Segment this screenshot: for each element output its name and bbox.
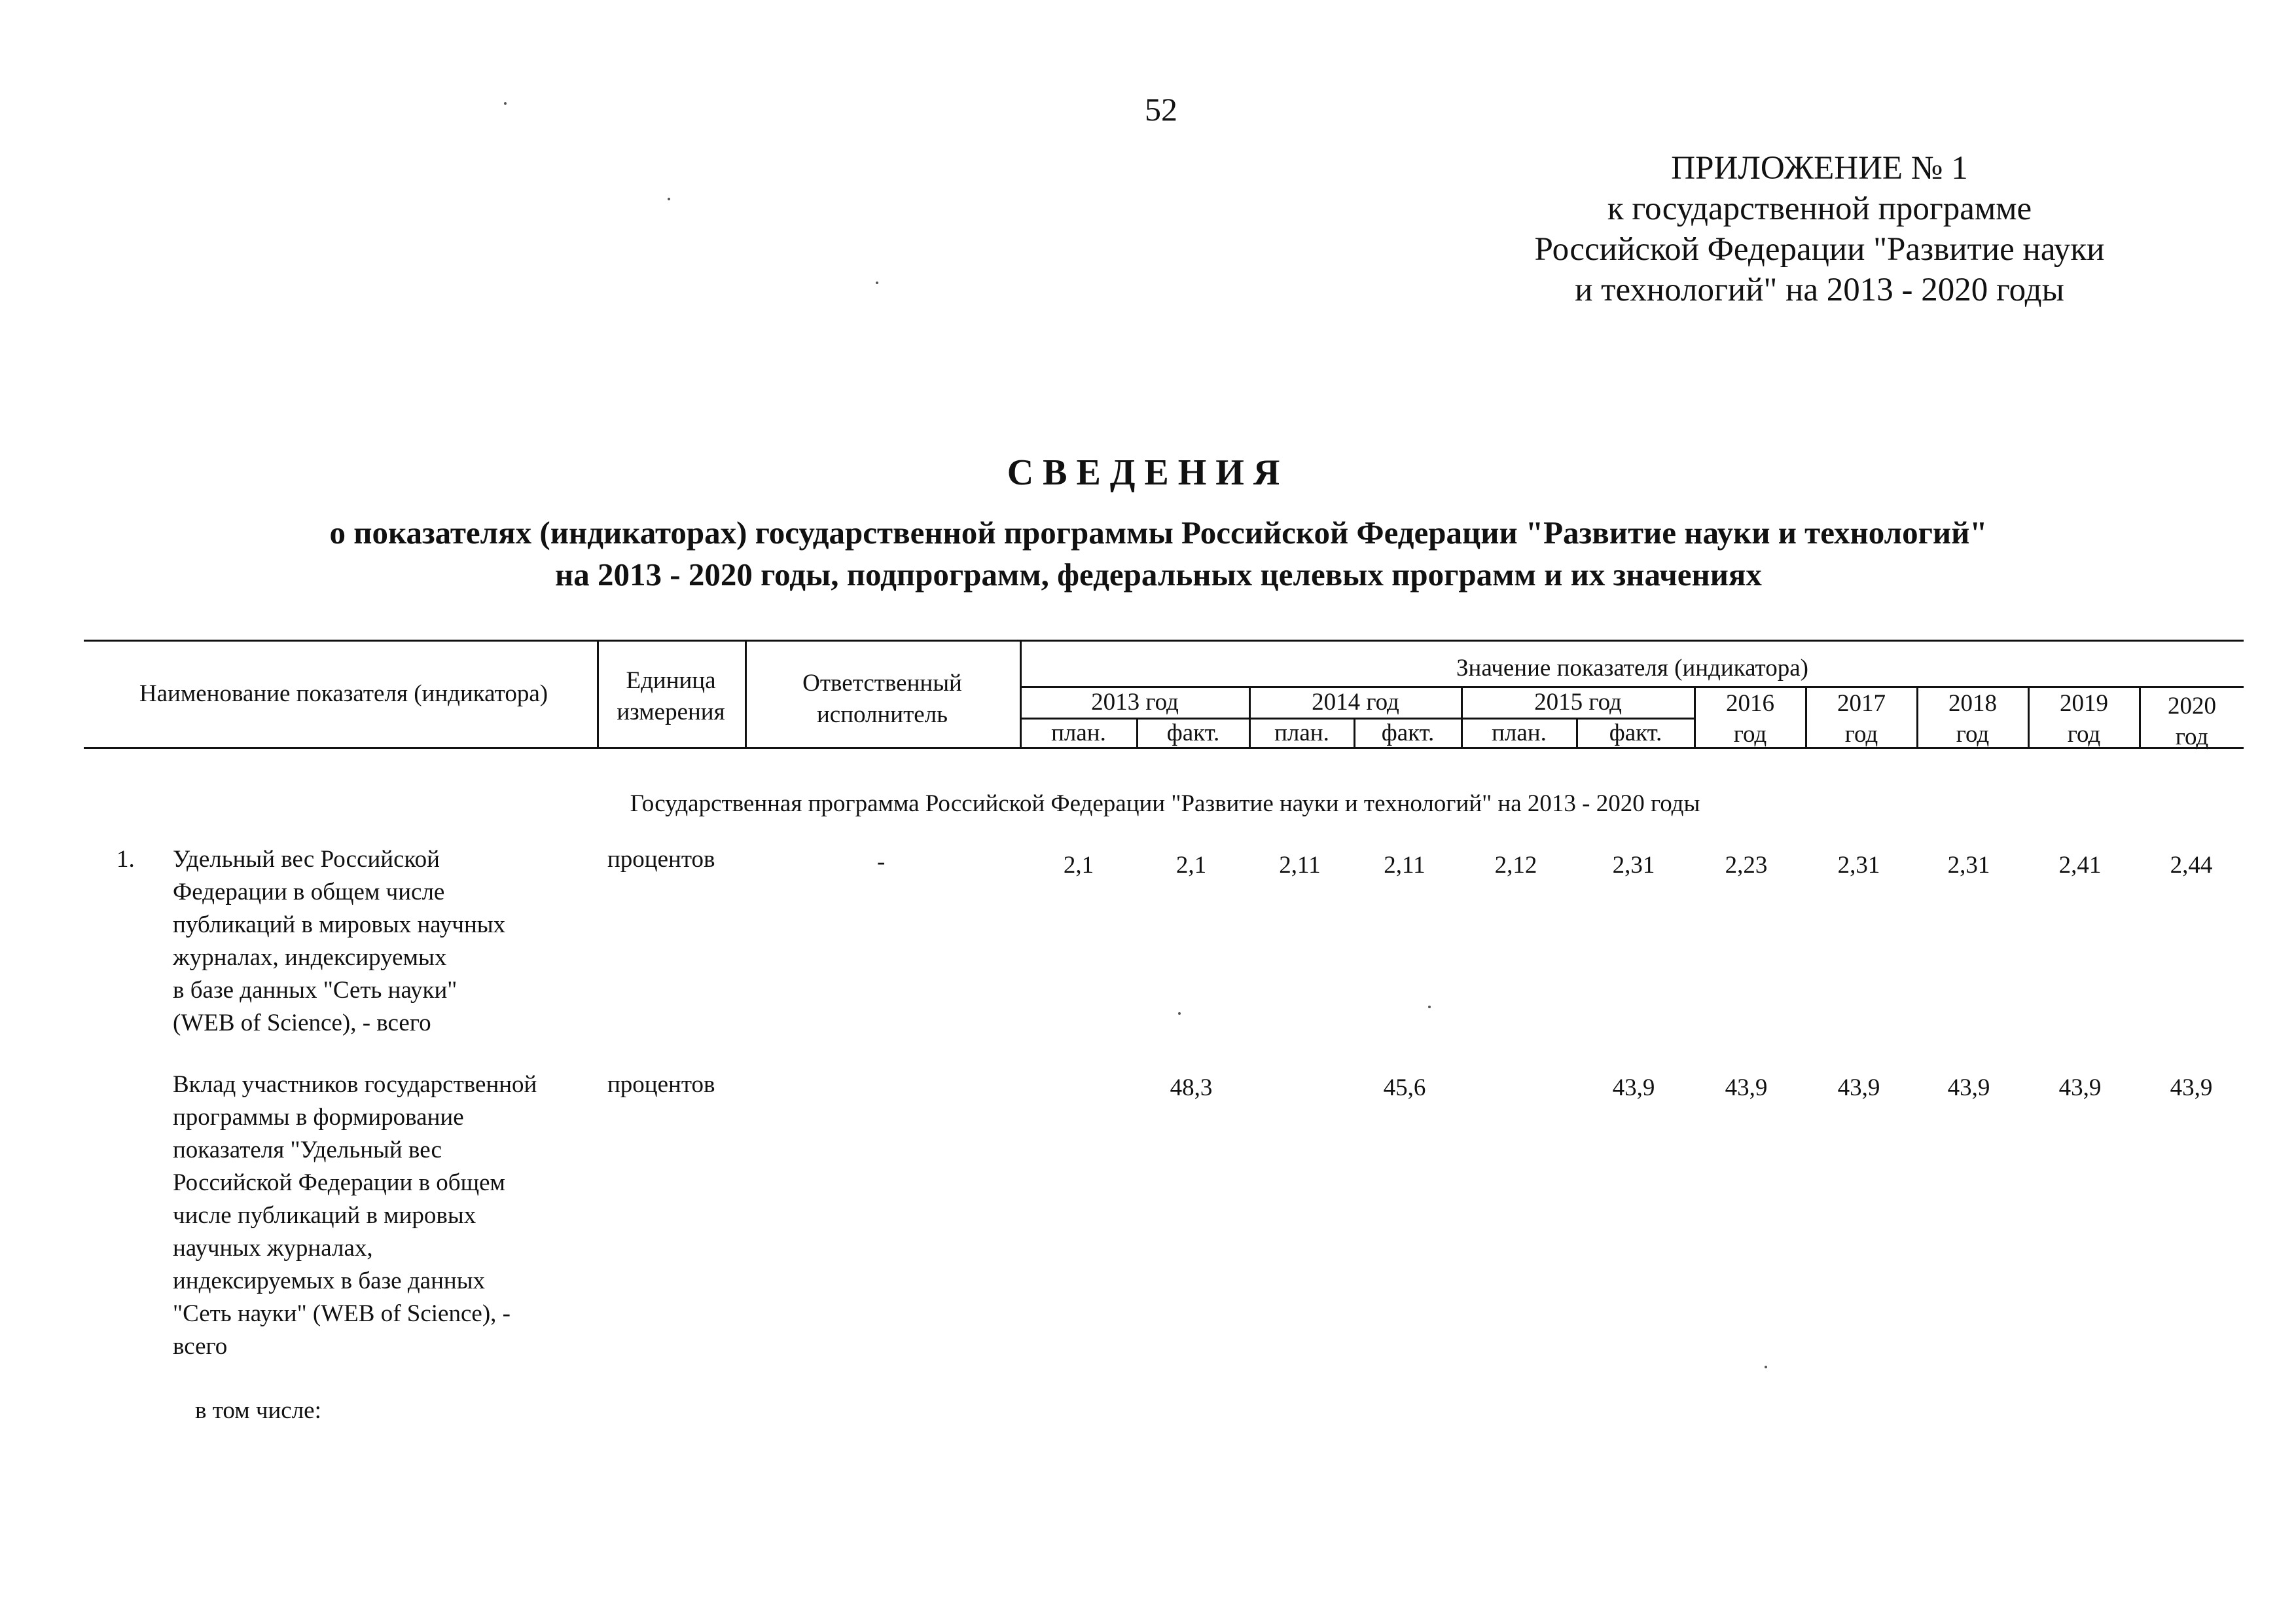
header-year-label: год	[1733, 721, 1767, 748]
header-responsible-2: исполнитель	[816, 701, 948, 728]
scan-speck	[504, 102, 507, 105]
header-year-2017: 2017	[1837, 690, 1886, 717]
scan-speck	[668, 198, 670, 200]
scan-speck	[1178, 1012, 1181, 1015]
value-2018: 2,31	[1947, 852, 1990, 879]
value-2017: 43,9	[1837, 1074, 1880, 1101]
header-year-label: год	[1956, 721, 1990, 748]
subtitle-line-1: о показателях (индикаторах) государственной программы Российской Федерации "Развитие науки и технологий"	[329, 515, 1988, 551]
value-2014-fact: 2,11	[1384, 852, 1426, 879]
scan-speck	[1428, 1006, 1431, 1008]
header-year-label: год	[2175, 723, 2209, 750]
appendix-line: Российской Федерации "Развитие науки	[1534, 231, 2105, 268]
indicator-name-line: научных журналах,	[173, 1235, 373, 1262]
indicator-name-line: Удельный вес Российской	[173, 846, 440, 873]
indicator-name-line: Вклад участников государственной	[173, 1071, 537, 1098]
header-year-2019: 2019	[2060, 690, 2108, 717]
value-2019: 43,9	[2058, 1074, 2102, 1101]
unit-cell: процентов	[607, 846, 715, 873]
header-name: Наименование показателя (индикатора)	[139, 680, 548, 707]
header-year-label: год	[1844, 721, 1878, 748]
scan-speck	[1765, 1366, 1767, 1368]
header-value-group: Значение показателя (индикатора)	[1456, 655, 1808, 682]
value-2015-fact: 2,31	[1612, 852, 1655, 879]
indicator-name-line: публикаций в мировых научных	[173, 911, 506, 938]
indicator-name-line: "Сеть науки" (WEB of Science), -	[173, 1300, 511, 1327]
value-2013-fact: 48,3	[1170, 1074, 1213, 1101]
header-fact: факт.	[1381, 720, 1435, 746]
header-year-2014: 2014 год	[1312, 689, 1399, 716]
value-2013-plan: 2,1	[1063, 852, 1094, 879]
header-responsible-1: Ответственный	[802, 670, 962, 697]
appendix-line: к государственной программе	[1607, 191, 2032, 227]
section-title: Государственная программа Российской Федерации "Развитие науки и технологий" на 2013 - 2020 годы	[630, 790, 1700, 817]
value-2020: 43,9	[2170, 1074, 2213, 1101]
indicator-name-line: журналах, индексируемых	[173, 944, 447, 971]
appendix-line: ПРИЛОЖЕНИЕ № 1	[1671, 150, 1968, 187]
subtitle-line-2: на 2013 - 2020 годы, подпрограмм, федеральных целевых программ и их значениях	[555, 556, 1762, 593]
indicator-name-line: в базе данных "Сеть науки"	[173, 977, 457, 1004]
indicator-name-line: Федерации в общем числе	[173, 879, 445, 905]
page-number: 52	[1145, 91, 1177, 128]
value-2020: 2,44	[2170, 852, 2213, 879]
header-year-2016: 2016	[1726, 690, 1774, 717]
value-2014-fact: 45,6	[1383, 1074, 1426, 1101]
header-plan: план.	[1051, 720, 1106, 746]
unit-cell: процентов	[607, 1071, 715, 1098]
document-title: СВЕДЕНИЯ	[1007, 452, 1289, 493]
document-subtitle	[65, 512, 2251, 596]
scan-speck	[876, 282, 878, 284]
header-year-2013: 2013 год	[1091, 689, 1179, 716]
responsible-cell: -	[877, 848, 886, 875]
value-2017: 2,31	[1837, 852, 1880, 879]
value-2014-plan: 2,11	[1279, 852, 1321, 879]
indicator-name-line: всего	[173, 1333, 228, 1360]
header-top-rule	[84, 640, 2244, 642]
indicator-name-line: числе публикаций в мировых	[173, 1202, 476, 1229]
header-year-2015: 2015 год	[1534, 689, 1622, 716]
value-2015-fact: 43,9	[1612, 1074, 1655, 1101]
indicator-name-line: программы в формирование	[173, 1104, 464, 1131]
header-year-label: год	[2067, 721, 2101, 748]
value-2019: 2,41	[2058, 852, 2102, 879]
header-unit-1: Единица	[626, 667, 716, 694]
header-year-2018: 2018	[1948, 690, 1997, 717]
indicator-name-line: (WEB of Science), - всего	[173, 1010, 431, 1036]
indicator-name-line: индексируемых в базе данных	[173, 1267, 486, 1294]
header-fact: факт.	[1166, 720, 1220, 746]
header-unit-2: измерения	[617, 699, 725, 725]
value-2015-plan: 2,12	[1494, 852, 1537, 879]
header-fact: факт.	[1609, 720, 1662, 746]
header-plan: план.	[1492, 720, 1547, 746]
indicator-name-line: Российской Федерации в общем	[173, 1169, 505, 1196]
value-2018: 43,9	[1947, 1074, 1990, 1101]
appendix-header	[1440, 148, 2199, 310]
appendix-line: и технологий" на 2013 - 2020 годы	[1575, 272, 2064, 308]
value-2016: 2,23	[1725, 852, 1768, 879]
header-plan: план.	[1274, 720, 1329, 746]
including-label: в том числе:	[195, 1397, 321, 1424]
value-2016: 43,9	[1725, 1074, 1768, 1101]
value-2013-fact: 2,1	[1175, 852, 1207, 879]
row-number: 1.	[117, 846, 135, 873]
header-year-2020: 2020	[2168, 693, 2216, 720]
indicator-name-line: показателя "Удельный вес	[173, 1137, 442, 1163]
